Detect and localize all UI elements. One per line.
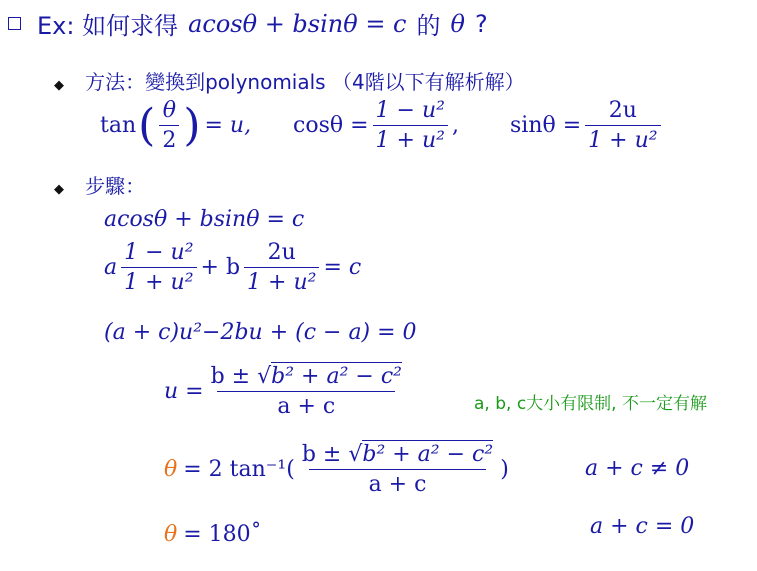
step2-fraction-2: $\frac{2u}{\text{1 + u²}}$ bbox=[244, 240, 319, 295]
step-line-5: θ = 2 tan⁻¹( $\frac{\text{b ± √b² + a² − c²}}{a + c}$ ) bbox=[164, 442, 509, 497]
condition-2: a + c = 0 bbox=[590, 514, 695, 539]
step-line-3: (a + c)u²−2bu + (c − a) = 0 bbox=[104, 320, 417, 345]
step5-fraction: $\frac{\text{b ± √b² + a² − c²}}{a + c}$ bbox=[301, 442, 494, 497]
diamond-bullet-icon: ◆ bbox=[54, 182, 64, 197]
sin-formula: sinθ = $\frac{2u}{\text{1 + u²}}$ bbox=[510, 98, 665, 153]
steps-bullet bbox=[54, 170, 145, 199]
step2-fraction-1: $\frac{\text{1 − u²}}{\text{1 + u²}}$ bbox=[121, 240, 196, 295]
step-line-6: θ = 180˚ bbox=[164, 522, 262, 547]
condition-1: a + c ≠ 0 bbox=[585, 456, 690, 481]
constraint-note: a, b, c大小有限制, 不一定有解 bbox=[474, 394, 707, 414]
cos-fraction: $\frac{\text{1 − u²}}{\text{1 + u²}}$ bbox=[373, 98, 448, 153]
step-line-4: u = $\frac{\text{b ± √b² + a² − c²}}{a + c}$ bbox=[164, 364, 409, 419]
cos-formula: cosθ = $\frac{\text{1 − u²}}{\text{1 + u²}}$ , bbox=[293, 98, 459, 153]
method-bullet bbox=[54, 66, 525, 95]
sqrt-sign: √ bbox=[257, 364, 272, 389]
title-equation: acosθ + bsinθ = c bbox=[188, 9, 407, 38]
step4-fraction: $\frac{\text{b ± √b² + a² − c²}}{a + c}$ bbox=[210, 364, 402, 419]
left-paren: ( bbox=[138, 100, 156, 151]
right-paren: ) bbox=[183, 100, 201, 151]
step-line-2: a $\frac{\text{1 − u²}}{\text{1 + u²}}$ + b $\frac{2u}{\text{1 + u²}}$ = c bbox=[104, 240, 362, 295]
title-suffix: 的 bbox=[416, 12, 441, 40]
tan-fraction: $\frac{\theta}{2}$ bbox=[159, 98, 179, 153]
method-label: 方法：變換到polynomials （4階以下有解析解） bbox=[85, 70, 525, 94]
tan-label: tan bbox=[100, 113, 137, 138]
step-line-1: acosθ + bsinθ = c bbox=[104, 207, 305, 232]
diamond-bullet-icon: ◆ bbox=[54, 78, 64, 93]
title-question: ? bbox=[474, 9, 488, 38]
sin-fraction: $\frac{2u}{\text{1 + u²}}$ bbox=[585, 98, 660, 153]
checkbox-bullet-icon bbox=[8, 17, 21, 30]
sqrt-sign: √ bbox=[348, 442, 363, 467]
title-theta: θ bbox=[450, 9, 465, 38]
title-prefix: Ex: 如何求得 bbox=[37, 12, 179, 40]
steps-label: 步驟： bbox=[85, 174, 146, 198]
page-title bbox=[8, 6, 488, 41]
tan-formula: tan ( $\frac{\theta}{2}$ ) = u, bbox=[100, 98, 252, 153]
